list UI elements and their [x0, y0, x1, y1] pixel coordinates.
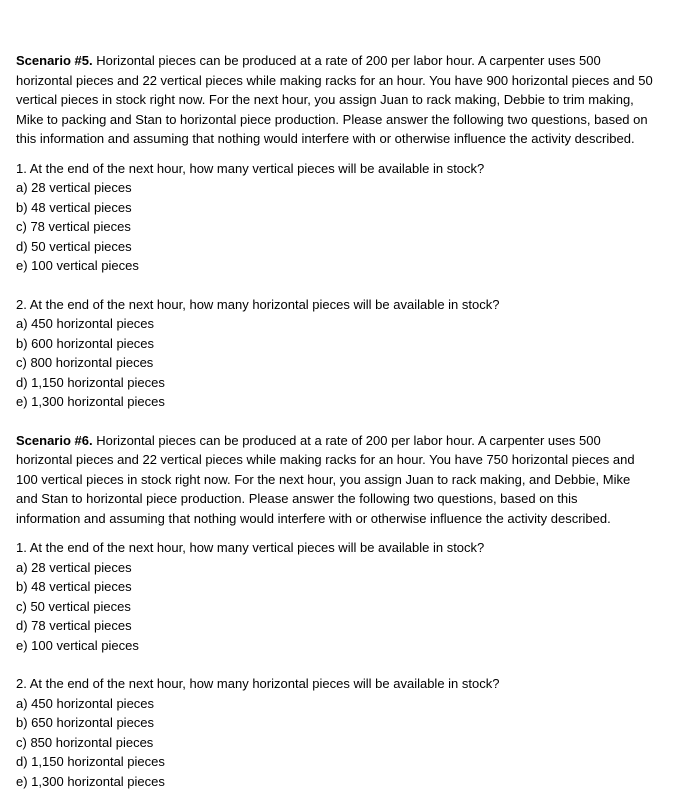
- scenario-line: vertical pieces in stock right now. For the next hour, you assign Juan to rack making, Debbie to trim making,: [16, 92, 634, 107]
- answer-option: a) 28 vertical pieces: [16, 180, 132, 195]
- answer-option: e) 100 vertical pieces: [16, 637, 139, 653]
- answer-option: b) 48 vertical pieces: [16, 579, 132, 594]
- answer-option: b) 650 horizontal pieces: [16, 715, 155, 730]
- question-2: [16, 295, 680, 412]
- answer-option: e) 100 vertical pieces: [16, 258, 139, 273]
- answer-option: c) 50 vertical pieces: [16, 598, 131, 614]
- scenario-heading: Scenario #6.: [16, 432, 93, 448]
- scenario-line: horizontal pieces and 22 vertical pieces while making racks for an hour. You have 900 horizontal pieces and 50: [16, 72, 653, 88]
- scenario-line: horizontal pieces and 22 vertical pieces while making racks for an hour. You have 750 horizontal pieces and: [16, 452, 635, 467]
- answer-option: c) 800 horizontal pieces: [16, 355, 154, 370]
- answer-option: d) 78 vertical pieces: [16, 618, 132, 633]
- document-body: [16, 51, 680, 791]
- answer-option: a) 450 horizontal pieces: [16, 316, 155, 331]
- scenario-line: Horizontal pieces can be produced at a rate of 200 per labor hour. A carpenter uses 500: [96, 432, 601, 448]
- scenario-6: [16, 431, 680, 792]
- answer-option: d) 1,150 horizontal pieces: [16, 754, 165, 769]
- question-text: 2. At the end of the next hour, how many horizontal pieces will be available in stock?: [16, 296, 500, 312]
- question-text: 1. At the end of the next hour, how many vertical pieces will be available in stock?: [16, 540, 485, 555]
- question-2: [16, 674, 680, 791]
- scenario-paragraph: [16, 431, 680, 529]
- question-text: 1. At the end of the next hour, how many vertical pieces will be available in stock?: [16, 160, 485, 176]
- scenario-heading: Scenario #5.: [16, 53, 93, 68]
- question-1: [16, 159, 680, 276]
- answer-option: c) 78 vertical pieces: [16, 219, 131, 234]
- answer-option: b) 48 vertical pieces: [16, 199, 132, 215]
- answer-option: d) 1,150 horizontal pieces: [16, 374, 165, 390]
- answer-option: b) 600 horizontal pieces: [16, 335, 155, 351]
- question-1: [16, 538, 680, 655]
- scenario-line: information and assuming that nothing would interfere with or otherwise influence the activity described.: [16, 510, 611, 526]
- scenario-paragraph: [16, 51, 680, 149]
- answer-option: e) 1,300 horizontal pieces: [16, 773, 165, 789]
- scenario-line: Horizontal pieces can be produced at a rate of 200 per labor hour. A carpenter uses 500: [96, 53, 601, 68]
- answer-option: c) 850 horizontal pieces: [16, 734, 154, 750]
- answer-option: d) 50 vertical pieces: [16, 238, 132, 254]
- answer-option: a) 450 horizontal pieces: [16, 695, 155, 711]
- scenario-line: and Stan to horizontal piece production. Please answer the following two questions, based on this: [16, 491, 578, 506]
- answer-option: a) 28 vertical pieces: [16, 559, 132, 575]
- scenario-5: [16, 51, 680, 412]
- scenario-line: this information and assuming that nothing would interfere with or otherwise influence the activity described.: [16, 131, 635, 146]
- scenario-line: Mike to packing and Stan to horizontal piece production. Please answer the following two questions, based on: [16, 111, 648, 127]
- scenario-line: 100 vertical pieces in stock right now. For the next hour, you assign Juan to rack making, and Debbie, Mike: [16, 471, 631, 487]
- question-text: 2. At the end of the next hour, how many horizontal pieces will be available in stock?: [16, 676, 500, 691]
- answer-option: e) 1,300 horizontal pieces: [16, 394, 165, 409]
